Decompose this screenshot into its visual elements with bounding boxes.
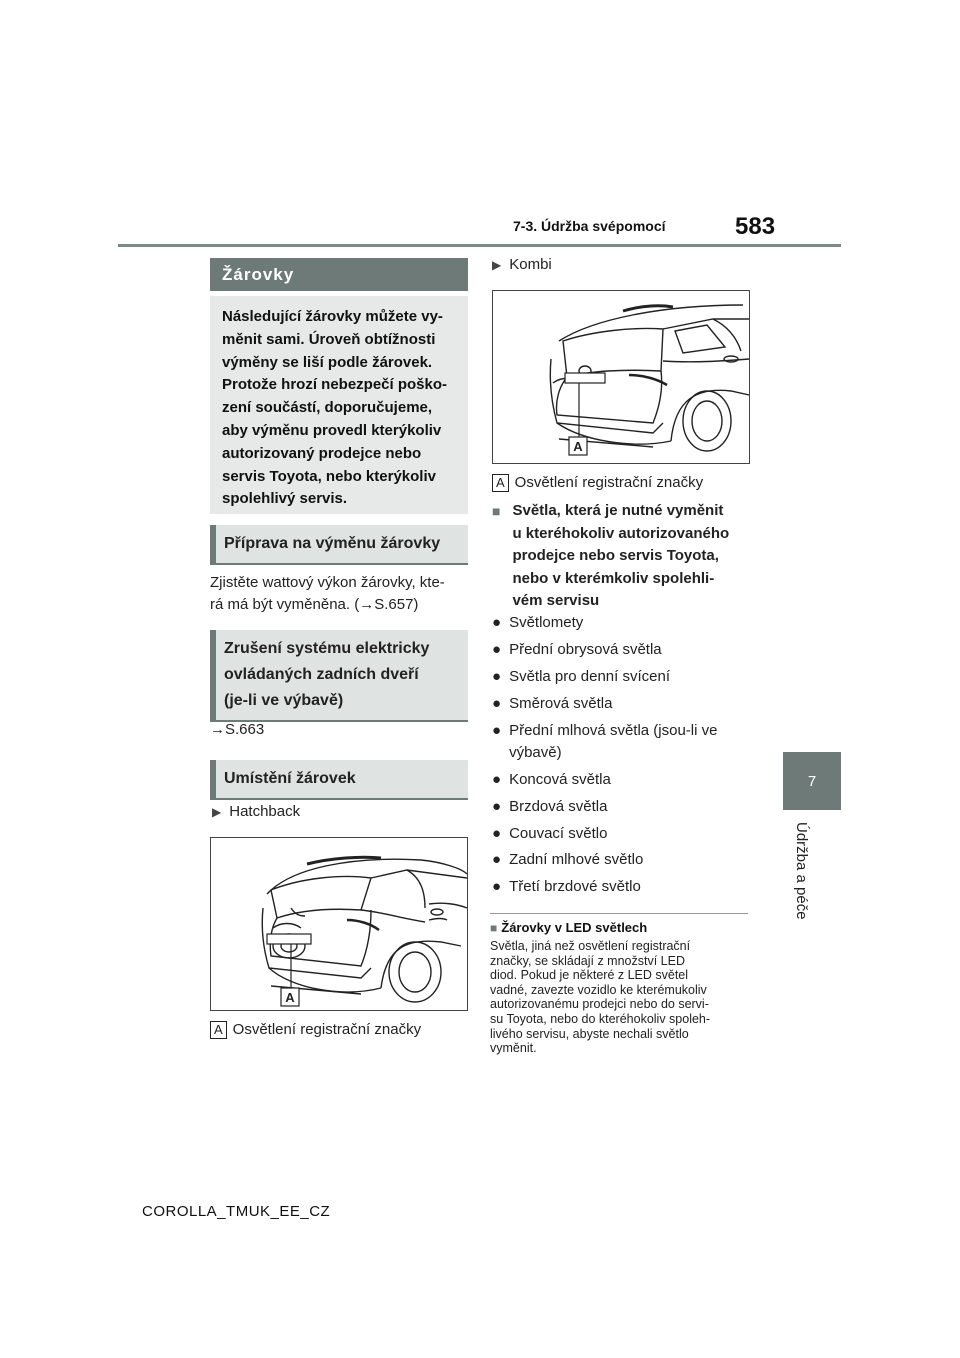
variant-label: Kombi <box>509 256 552 273</box>
intro-line: spolehlivý servis. <box>222 490 348 508</box>
subhead-line: nebo v kterémkoliv spolehli- <box>512 569 715 587</box>
heading-tailgate <box>210 630 468 722</box>
header-divider <box>118 244 841 247</box>
note-line: autorizovanému prodejci nebo do servi- <box>490 997 709 1012</box>
list-item: ● Koncová světla <box>492 769 754 791</box>
prep-text <box>210 572 472 616</box>
intro-line: měnit sami. Úroveň obtížnosti <box>222 330 436 348</box>
list-item: ● Světlomety <box>492 612 754 634</box>
hatchback-caption <box>210 1019 421 1041</box>
bullet-dot-icon: ● <box>492 614 502 631</box>
intro-line: Protože hrozí nebezpečí poško- <box>222 376 448 394</box>
triangle-bullet-icon: ▶ <box>492 258 502 272</box>
bullet-dot-icon: ● <box>492 851 502 869</box>
bullet-dot-icon: ● <box>492 667 502 685</box>
subhead-line: vém servisu <box>512 592 600 610</box>
variant-hatchback <box>212 801 300 823</box>
bullet-dot-icon: ● <box>492 770 502 788</box>
note-body <box>490 939 752 1056</box>
callout-a-label: A <box>210 1021 227 1039</box>
note-divider <box>490 913 748 914</box>
variant-label: Hatchback <box>229 803 301 820</box>
prep-line: Zjistěte wattový výkon žárovky, kte- <box>210 574 445 591</box>
intro-box <box>210 296 468 514</box>
bullet-dot-icon: ● <box>492 694 502 712</box>
variant-kombi <box>492 254 552 276</box>
bullet-dot-icon: ● <box>492 824 502 842</box>
kombi-figure <box>492 290 750 464</box>
intro-line: výměny se liší podle žárovek. <box>222 353 433 371</box>
bullet-dot-icon: ● <box>492 878 502 896</box>
subhead-line: prodejce nebo servis Toyota, <box>512 547 719 565</box>
dealer-replace-heading <box>492 500 754 613</box>
chapter-tab[interactable] <box>783 752 841 810</box>
kombi-caption <box>492 472 703 494</box>
list-item: ● Couvací světlo <box>492 823 754 845</box>
list-item: ● Přední obrysová světla <box>492 639 754 661</box>
note-line: vadné, zavezte vozidlo ke kterémukoliv <box>490 982 707 997</box>
intro-line: Následující žárovky můžete vy- <box>222 308 443 325</box>
triangle-bullet-icon: ▶ <box>212 805 222 819</box>
intro-line: servis Toyota, nebo kterýkoliv <box>222 467 436 485</box>
heading-line: (je-li ve výbavě) <box>224 692 344 709</box>
page-reference-link[interactable]: →S.663 <box>210 721 265 738</box>
heading-bulbs: Žárovky <box>210 258 468 291</box>
note-line: livého servisu, abyste nechali světlo <box>490 1026 689 1041</box>
callout-a-label: A <box>492 474 509 492</box>
list-item: ● Zadní mlhové světlo <box>492 849 754 871</box>
list-item: ● Třetí brzdové světlo <box>492 876 754 898</box>
note-line: značky, se skládají z množství LED <box>490 953 685 968</box>
heading-bulb-locations: Umístění žárovek <box>210 760 468 800</box>
list-item: ● Směrová světla <box>492 693 754 715</box>
list-item: ● Světla pro denní svícení <box>492 666 754 688</box>
square-bullet-icon: ■ <box>490 921 498 935</box>
heading-prep: Příprava na výměnu žárovky <box>210 525 468 565</box>
figure-callout-a: A <box>285 990 295 1005</box>
bullet-dot-icon: ● <box>492 640 502 658</box>
bullet-dot-icon: ● <box>492 721 502 739</box>
list-item: ● Přední mlhová světla (jsou-li ve výbavě) <box>492 720 754 765</box>
subhead-line: u kteréhokoliv autorizovaného <box>512 524 730 542</box>
note-title: ■ Žárovky v LED světlech <box>490 920 648 935</box>
figure-callout-a: A <box>573 439 583 454</box>
subhead-line: Světla, která je nutné vyměnit <box>512 502 724 519</box>
document-code: COROLLA_TMUK_EE_CZ <box>142 1203 331 1220</box>
section-title: 7-3. Údržba svépomocí <box>513 218 666 234</box>
square-bullet-icon: ■ <box>492 503 501 519</box>
hatchback-figure <box>210 837 468 1011</box>
bullet-dot-icon: ● <box>492 797 502 815</box>
page-number: 583 <box>735 213 776 240</box>
heading-line: ovládaných zadních dveří <box>224 666 419 683</box>
intro-line: autorizovaný prodejce nebo <box>222 444 422 462</box>
caption-text: Osvětlení registrační značky <box>232 1021 422 1038</box>
intro-line: zení součástí, doporučujeme, <box>222 399 433 417</box>
note-line: su Toyota, nebo do kteréhokoliv spoleh- <box>490 1011 711 1026</box>
heading-line: Zrušení systému elektricky <box>224 640 430 657</box>
note-line: Světla, jiná než osvětlení registrační <box>490 939 691 953</box>
list-item: ● Brzdová světla <box>492 796 754 818</box>
chapter-number: 7 <box>807 772 817 790</box>
caption-text: Osvětlení registrační značky <box>514 474 704 491</box>
dealer-lights-list <box>492 612 754 899</box>
intro-line: aby výměnu provedl kterýkoliv <box>222 421 442 439</box>
note-line: diod. Pokud je některé z LED světel <box>490 968 689 983</box>
note-line: vyměnit. <box>490 1041 537 1056</box>
chapter-side-label: Údržba a péče <box>793 822 810 920</box>
prep-line: rá má být vyměněna. (→S.657) <box>210 596 419 613</box>
